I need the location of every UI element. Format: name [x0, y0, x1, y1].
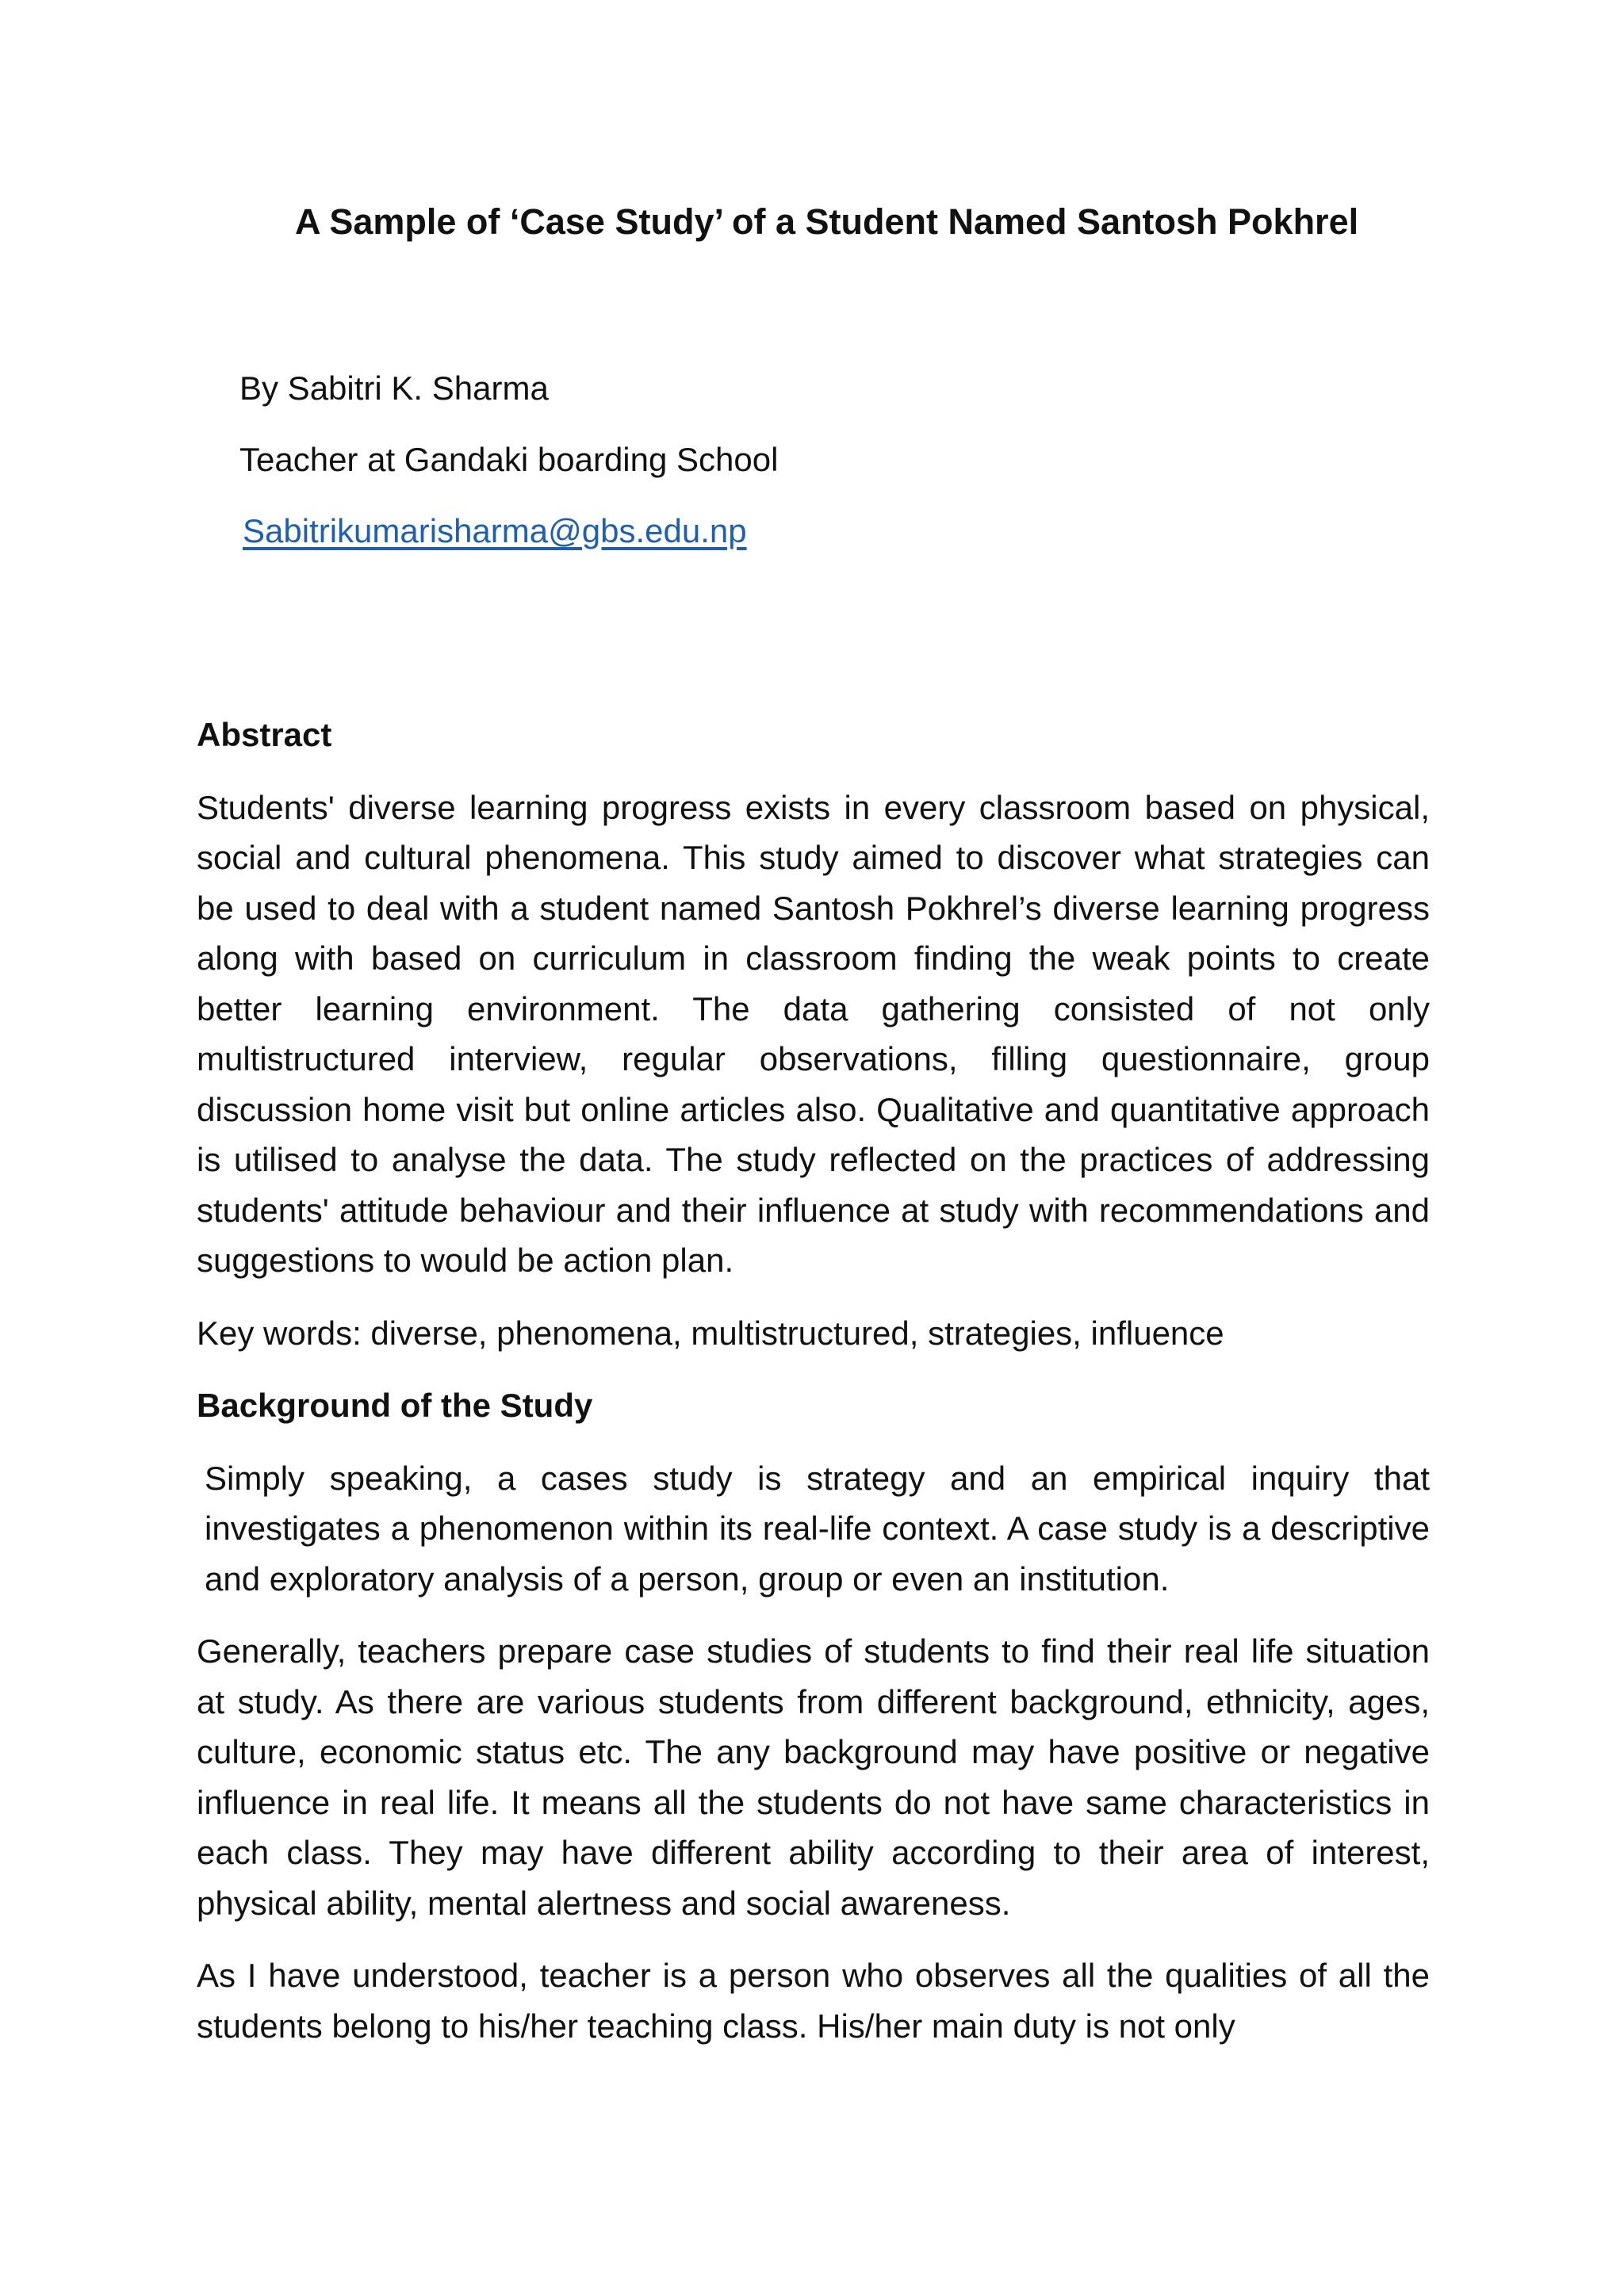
abstract-heading: Abstract — [197, 716, 332, 753]
page-title: A Sample of ‘Case Study’ of a Student Named Santosh Pokhrel — [295, 201, 1359, 242]
keywords-line: Key words: diverse, phenomena, multistructured, strategies, influence — [197, 1314, 1224, 1352]
background-paragraph-1: Simply speaking, a cases study is strategy and an empirical inquiry that investigates a phenomenon within its real-life context. A case study is a descriptive and exploratory analysis of a person, group or even an institution. — [205, 1459, 1430, 1598]
author-block — [239, 353, 778, 567]
document-body — [197, 710, 1430, 2073]
background-paragraph-3: As I have understood, teacher is a person who observes all the qualities of all the students belong to his/her teaching class. His/her main duty is not only — [197, 1957, 1430, 2045]
background-paragraph-2: Generally, teachers prepare case studies of students to find their real life situation at study. As there are various students from different background, ethnicity, ages, culture, economic status etc. The any background may have positive or negative influence in real life. It means all the students do not have same characteristics in each class. They may have different ability according to their area of interest, physical ability, mental alertness and social awareness. — [197, 1632, 1430, 1922]
author-email-line — [239, 496, 778, 567]
abstract-paragraph: Students' diverse learning progress exists in every classroom based on physical, social and cultural phenomena. This study aimed to discover what strategies can be used to deal with a student named Santosh Pokhrel’s diverse learning progress along with based on curriculum in classroom finding the weak points to create better learning environment. The data gathering consisted of not only multistructured interview, regular observations, filling questionnaire, group discussion home visit but online articles also. Qualitative and quantitative approach is utilised to analyse the data. The study reflected on the practices of addressing students' attitude behaviour and their influence at study with recommendations and suggestions to would be action plan. — [197, 788, 1430, 1279]
author-email-link[interactable]: Sabitrikumarisharma@gbs.edu.np — [243, 512, 747, 549]
background-heading: Background of the Study — [197, 1387, 593, 1424]
author-affiliation: Teacher at Gandaki boarding School — [239, 441, 779, 478]
author-byline: By Sabitri K. Sharma — [239, 369, 549, 407]
